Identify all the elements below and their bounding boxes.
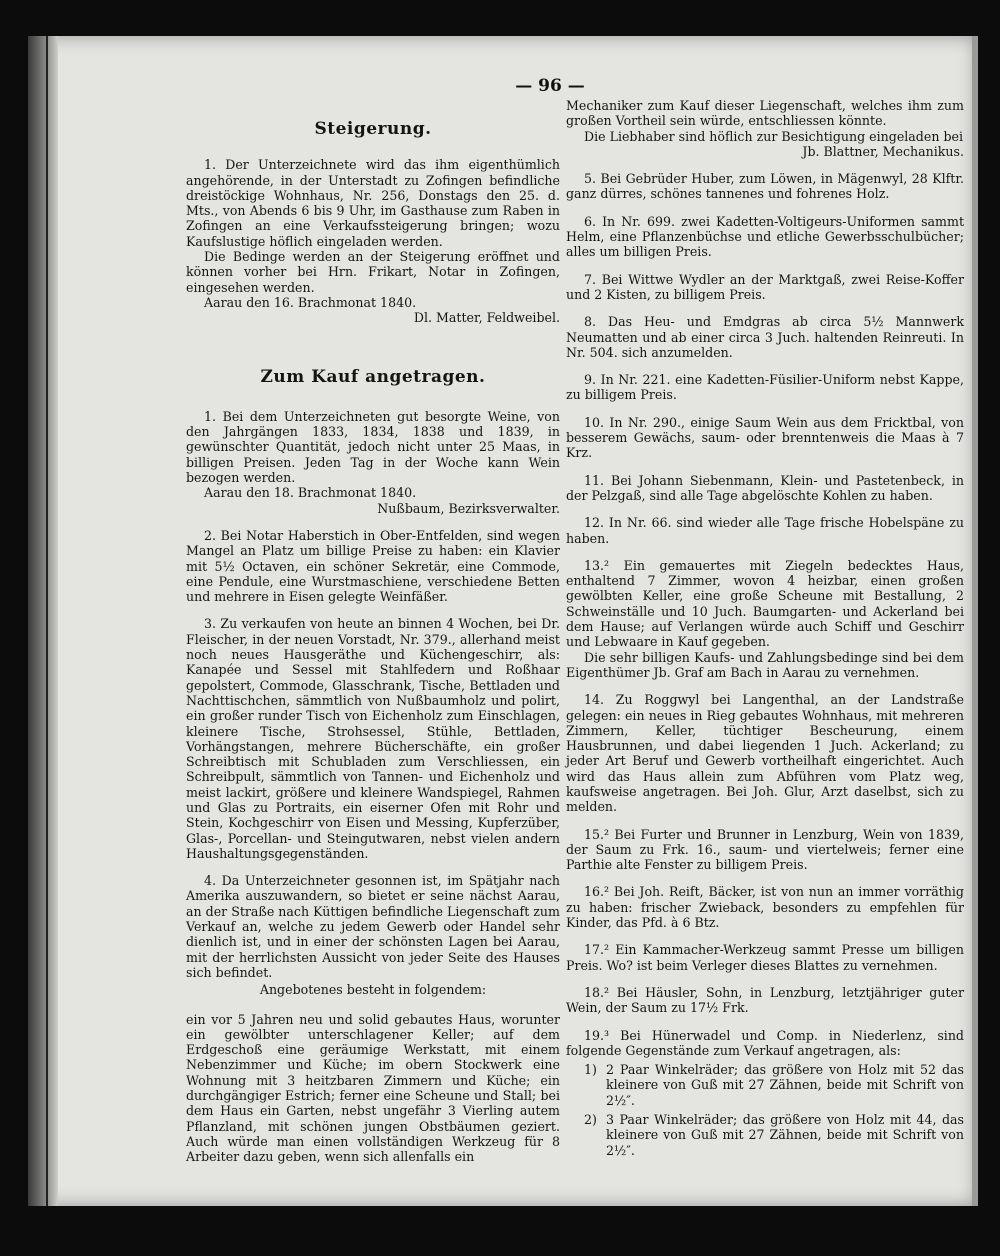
binding-edge bbox=[46, 36, 48, 1206]
kauf-item-5: 5. Bei Gebrüder Huber, zum Löwen, in Mägenwyl, 28 Klftr. ganz dürres, schönes tannenes und fohrenes Holz. bbox=[566, 171, 964, 202]
list-text: 3 Paar Winkelräder; das größere von Holz mit 44, das kleinere von Guß mit 27 Zähnen, beide mit Schrift von 2½″. bbox=[606, 1112, 964, 1158]
kauf-item-7: 7. Bei Wittwe Wydler an der Marktgaß, zwei Reise-Koffer und 2 Kisten, zu billigem Preis. bbox=[566, 271, 964, 302]
kauf-item-3: 3. Zu verkaufen von heute an binnen 4 Wochen, bei Dr. Fleischer, in der neuen Vorstadt, Nr. 379., allerhand meist noch neues Hausgeräthe und Küchengeschirr, als: Kanapée und Sessel mit Stahlfedern und Roßhaar gepolstert, Commode, Glasschrank, Tische, Bettladen und Nachttischchen, sämmtlich von Nußbaumholz und polirt, ein großer runder Tisch von Eichenholz zum Einschlagen, kleinere Tische, Strohsessel, Stühle, Bettladen, Vorhängstangen, mehrere Bücherschäfte, ein großer Schreibtisch mit Schubladen zum Verschliessen, ein Schreibpult, sämmtlich von Tannen- und Eichenholz und meist lackirt, größere und kleinere Wandspiegel, Rahmen und Glas zu Portraits, ein eiserner Ofen mit Rohr und Stein, Kochgeschirr von Eisen und Messing, Kupferzüber, Glas-, Porcellan- und Steingutwaren, nebst vielen andern Haushaltungsgegenständen. bbox=[186, 616, 560, 861]
steigerung-date: Aarau den 16. Brachmonat 1840. bbox=[204, 294, 417, 310]
continuation-text: Mechaniker zum Kauf dieser Liegenschaft, welches ihm zum großen Vortheil sein würde, entschliessen könnte. bbox=[566, 98, 964, 129]
steigerung-item-1-conditions: Die Bedinge werden an der Steigerung eröffnet und können vorher bei Hrn. Frikart, Notar in Zofingen, eingesehen werden. bbox=[186, 249, 560, 295]
kauf-item-12: 12. In Nr. 66. sind wieder alle Tage frische Hobelspäne zu haben. bbox=[566, 515, 964, 546]
continuation-invitation: Die Liebhaber sind höflich zur Besichtigung eingeladen bei bbox=[584, 128, 963, 144]
page-edge bbox=[972, 36, 978, 1206]
kauf-item-18: 18.² Bei Häusler, Sohn, in Lenzburg, letztjähriger guter Wein, der Saum zu 17½ Frk. bbox=[566, 984, 964, 1016]
kauf-item-13: 13.² Ein gemauertes mit Ziegeln bedecktes Haus, enthaltend 7 Zimmer, wovon 4 heizbar, einen großen gewölbten Keller, eine große Scheune mit Bestallung, 2 Schweinställe und 10 Juch. Baumgarten- und Ackerland bei dem Hause; auf Verlangen würde auch Schiff und Geschirr und Lebwaare in Kauf gegeben. bbox=[566, 557, 964, 650]
binding-gutter bbox=[28, 36, 58, 1206]
kauf-item-9: 9. In Nr. 221. eine Kadetten-Füsilier-Uniform nebst Kappe, zu billigem Preis. bbox=[566, 372, 964, 403]
left-column bbox=[186, 98, 560, 1165]
page-number: — 96 — bbox=[515, 76, 585, 96]
kauf-item-6: 6. In Nr. 699. zwei Kadetten-Voltigeurs-Uniformen sammt Helm, eine Pflanzenbüchse und etliche Gewerbsschulbücher; alles um billigen Preis. bbox=[566, 213, 964, 260]
kauf-item-19-entry-2 bbox=[566, 1112, 964, 1158]
kauf-item-10: 10. In Nr. 290., einige Saum Wein aus dem Fricktbal, von besserem Gewächs, saum- oder brenntenweis die Maas à 7 Krz. bbox=[566, 414, 964, 461]
heading-zum-kauf: Zum Kauf angetragen. bbox=[260, 366, 486, 387]
kauf-item-1-date: Aarau den 18. Brachmonat 1840. bbox=[204, 485, 417, 501]
kauf-item-4-details: ein vor 5 Jahren neu und solid gebautes Haus, worunter ein gewölbter unterschlagener Keller; auf dem Erdgeschoß eine geräumige Werkstatt, mit einem Nebenzimmer und Küche; im obern Stockwerk eine Wohnung mit 3 heitzbaren Zimmern und Küche; ein durchgängiger Estrich; ferner eine Scheune und Stall; bei dem Haus ein Garten, nebst ungefähr 3 Vierling autem Pflanzland, mit schönen jungen Obstbäumen geziert. Auch würde man einen vollständigen Werkzeug für 8 Arbeiter dazu geben, wenn sich allenfalls ein bbox=[186, 1011, 560, 1165]
kauf-item-11: 11. Bei Johann Siebenmann, Klein- und Pastetenbeck, in der Pelzgaß, sind alle Tage abgelöschte Kohlen zu haben. bbox=[566, 472, 964, 503]
kauf-item-4-subheading: Angebotenes besteht in folgendem: bbox=[259, 982, 487, 998]
steigerung-signature: Dl. Matter, Feldweibel. bbox=[413, 310, 560, 326]
list-number: 1) bbox=[584, 1062, 597, 1078]
list-text: 2 Paar Winkelräder; das größere von Holz mit 52 das kleinere von Guß mit 27 Zähnen, beide mit Schrift von 2½″. bbox=[606, 1062, 964, 1108]
list-number: 2) bbox=[584, 1112, 597, 1128]
kauf-item-16: 16.² Bei Joh. Reift, Bäcker, ist von nun an immer vorräthig zu haben: frischer Zwieback, besonders zu empfehlen für Kinder, das Pfd. à 6 Btz. bbox=[566, 884, 964, 931]
kauf-item-8: 8. Das Heu- und Emdgras ab circa 5½ Mannwerk Neumatten und ab einer circa 3 Juch. haltenden Reinreuti. In Nr. 504. sich anzumelden. bbox=[566, 314, 964, 360]
kauf-item-4: 4. Da Unterzeichneter gesonnen ist, im Spätjahr nach Amerika auszuwandern, so bietet er seine nächst Aarau, an der Straße nach Küttigen befindliche Liegenschaft zum Verkauf an, welche zu jedem Gewerb oder Handel sehr dienlich ist, und in einer der schönsten Lagen bei Aarau, mit der herrlichsten Aussicht von jeder Seite des Hauses sich befindet. bbox=[186, 873, 560, 980]
steigerung-item-1: 1. Der Unterzeichnete wird das ihm eigenthümlich angehörende, in der Unterstadt zu Zofingen befindliche dreistöckige Wohnhaus, Nr. 256, Donstags den 25. d. Mts., von Abends 6 bis 9 Uhr, im Gasthause zum Raben in Zofingen an eine Verkaufssteigerung bringen; wozu Kaufslustige höflich eingeladen werden. bbox=[186, 157, 560, 249]
right-column bbox=[566, 98, 964, 1162]
heading-steigerung: Steigerung. bbox=[314, 119, 432, 139]
kauf-item-19: 19.³ Bei Hünerwadel und Comp. in Niederlenz, sind folgende Gegenstände zum Verkauf angetragen, als: bbox=[566, 1027, 964, 1058]
continuation-signature: Jb. Blattner, Mechanikus. bbox=[802, 143, 964, 159]
kauf-item-14: 14. Zu Roggwyl bei Langenthal, an der Landstraße gelegen: ein neues in Rieg gebautes Wohnhaus, mit mehreren Zimmern, Keller, tüchtiger Bescheurung, einem Hausbrunnen, und dabei liegenden 1 Juch. Ackerland; zu jeder Art Beruf und Gewerb vortheilhaft eingerichtet. Auch wird das Haus allein zum Abführen vom Platz weg, kaufsweise angetragen. Bei Joh. Glur, Arzt daselbst, sich zu melden. bbox=[566, 692, 964, 815]
kauf-item-1-signature: Nußbaum, Bezirksverwalter. bbox=[377, 500, 560, 516]
kauf-item-17: 17.² Ein Kammacher-Werkzeug sammt Presse um billigen Preis. Wo? ist beim Verleger dieses Blattes zu vernehmen. bbox=[566, 942, 964, 973]
kauf-item-15: 15.² Bei Furter und Brunner in Lenzburg, Wein von 1839, der Saum zu Frk. 16., saum- und viertelweis; ferner eine Parthie alte Fenster zu billigem Preis. bbox=[566, 826, 964, 873]
kauf-item-1: 1. Bei dem Unterzeichneten gut besorgte Weine, von den Jahrgängen 1833, 1834, 1838 und 1839, in gewünschter Quantität, jedoch nicht unter 25 Maas, in billigen Preisen. Jeden Tag in der Woche kann Wein bezogen werden. bbox=[186, 408, 560, 486]
kauf-item-13-conditions: Die sehr billigen Kaufs- und Zahlungsbedinge sind bei dem Eigenthümer Jb. Graf am Bach in Aarau zu vernehmen. bbox=[566, 649, 964, 680]
kauf-item-2: 2. Bei Notar Haberstich in Ober-Entfelden, sind wegen Mangel an Platz um billige Preise zu haben: ein Klavier mit 5½ Octaven, ein schöner Sekretär, eine Commode, eine Pendule, eine Wurstmaschiene, verschiedene Betten und mehrere in Eisen gelegte Weinfäßer. bbox=[186, 527, 560, 605]
kauf-item-19-entry-1 bbox=[566, 1062, 964, 1108]
